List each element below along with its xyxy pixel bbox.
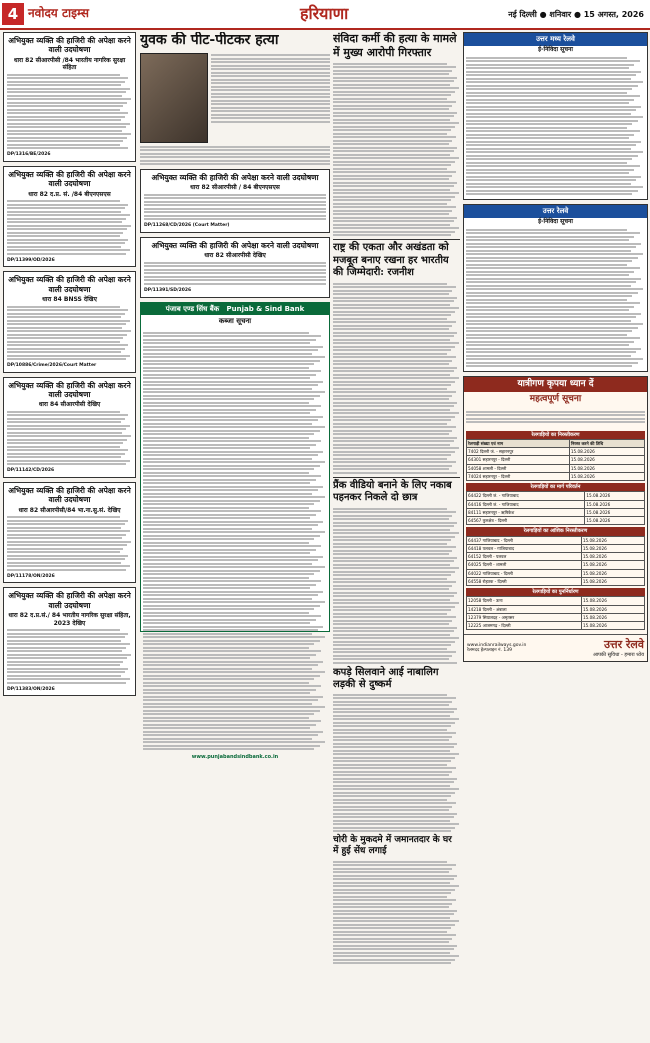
headline-arrest: संविदा कर्मी की हत्या के मामले में मुख्य आरोपी गिरफ्तार <box>333 32 457 59</box>
rail-table-cell: 15.08.2026 <box>581 577 644 585</box>
right-column <box>463 32 648 1040</box>
important-notice: महत्वपूर्ण सूचना <box>529 393 582 404</box>
table-row <box>467 517 645 525</box>
rail-table-cell: 15.08.2026 <box>569 464 644 472</box>
table-row <box>467 448 645 456</box>
rail-table-cell: 15.08.2026 <box>585 517 645 525</box>
rail-table <box>466 491 645 525</box>
rail-table-cell: 64152 दिल्ली - पलवल <box>467 553 582 561</box>
section-title: हरियाणा <box>300 4 349 23</box>
notice-sub: धारा 82 सीआरपीसी/84 भा.ना.सु.सं. देखिए <box>18 506 121 514</box>
bank-name-en: Punjab & Sind Bank <box>226 304 305 313</box>
rail-table-heading: रेलगाड़ियों का मार्ग परिवर्तन <box>466 483 645 491</box>
table-row <box>467 544 645 552</box>
rail-table-cell: 15.08.2026 <box>585 492 645 500</box>
notice-title: अभियुक्त व्यक्ति की हाजिरी की अपेक्षा करने वाली उदघोषणा <box>8 169 131 189</box>
notice-sub: धारा 82 द.प्र. सं. /84 बीएनएसएस <box>28 190 111 198</box>
railway-org: उत्तर रेलवे <box>464 205 647 218</box>
rail-table-cell: 15.08.2026 <box>581 553 644 561</box>
rail-table <box>466 536 645 587</box>
rail-table-heading: रेलगाड़ियों का निरस्तीकरण <box>466 431 645 439</box>
rail-table-cell: 15.08.2026 <box>581 605 644 613</box>
rail-table-cell: 15.08.2026 <box>581 622 644 630</box>
notice-sub: धारा 82 सीआरपीसी / 84 बीएनएसएस <box>190 184 280 192</box>
notice-sub: धारा 82 सीआरपीसी देखिए <box>204 252 266 260</box>
notice-title: अभियुक्त व्यक्ति की हाजिरी की अपेक्षा करने वाली उदघोषणा <box>151 173 319 182</box>
rail-table-cell: 64418 पलवल - गाजियाबाद <box>467 544 582 552</box>
rail-table-cell: 64558 रोहतक - दिल्ली <box>467 577 582 585</box>
notice-title: अभियुक्त व्यक्ति की हाजिरी की अपेक्षा करने वाली उदघोषणा <box>8 486 131 505</box>
court-notice-mid2 <box>140 237 330 298</box>
rail-table-cell: 64025 दिल्ली - शामली <box>467 561 582 569</box>
rail-table-cell: 15.08.2026 <box>581 569 644 577</box>
table-row <box>467 536 645 544</box>
notice-docno: DP/11268/CD/2026 (Court Matter) <box>144 223 230 229</box>
rail-table-cell: 54058 शामली - दिल्ली <box>467 464 570 472</box>
headline-prank: प्रैंक वीडियो बनाने के लिए नकाब पहनकर निकले दो छात्र <box>333 477 460 505</box>
headline-theft: चोरी के मुकदमे में जमानतदार के घर में हुई सेंध लगाई <box>333 835 452 857</box>
notice-docno: DP/11383/ON/2026 <box>7 686 55 692</box>
tender-title: ई-निविदा सूचना <box>538 45 573 53</box>
tender-title: ई-निविदा सूचना <box>538 217 573 225</box>
notice-docno: DP/11142/CD/2026 <box>7 468 55 474</box>
court-notice <box>3 482 136 583</box>
notice-sub: धारा 82 सीआरपीसी /84 भारतीय नागरिक सुरक्षा संहिता <box>13 56 126 72</box>
notice-title: अभियुक्त व्यक्ति की हाजिरी की अपेक्षा करने वाली उदघोषणा <box>8 275 131 294</box>
rail-table-cell: 12058 दिल्ली - ऊना <box>467 597 582 605</box>
table-row <box>467 605 645 613</box>
headline-unity: राष्ट्र की एकता और अखंडता को मजबूत बनाए रखना हर भारतीय की जिम्मेदारी: रजनीश <box>333 239 460 280</box>
rail-table-cell: 64301 सहारनपुर - दिल्ली <box>467 456 570 464</box>
railway-tender-1 <box>463 32 648 200</box>
rail-table-cell: 74024 सहारनपुर - दिल्ली <box>467 472 570 480</box>
page-number: 4 <box>2 3 24 25</box>
rail-table-cell: 7402 दिल्ली जं. - सहारनपुर <box>467 448 570 456</box>
notice-sub: धारा 84 सीआरपीसी देखिए <box>38 401 101 409</box>
court-notice <box>3 271 136 372</box>
court-notice <box>3 32 136 162</box>
rail-table-cell: 12379 सियालदह - अमृतसर <box>467 613 582 621</box>
notice-title: अभियुक्त व्यक्ति की हाजिरी की अपेक्षा करने वाली उदघोषणा <box>8 591 131 610</box>
rail-table-cell: 15.08.2026 <box>581 544 644 552</box>
railway-tender-2 <box>463 204 648 372</box>
table-row <box>467 577 645 585</box>
rail-table-cell: 64567 कुरुक्षेत्र - दिल्ली <box>467 517 585 525</box>
rail-table-cell: 15.08.2026 <box>581 597 644 605</box>
notice-docno: DP/11391/SD/2026 <box>144 287 192 293</box>
rail-table-cell: 15.08.2026 <box>569 472 644 480</box>
bank-notice-title: कब्जा सूचना <box>218 317 252 326</box>
rail-logo-text: उत्तर रेलवे <box>603 638 644 652</box>
rail-table-col: रेलगाड़ी संख्या एवं नाम <box>467 439 570 447</box>
table-row <box>467 508 645 516</box>
court-notice-mid <box>140 169 330 233</box>
table-row <box>467 492 645 500</box>
bank-url: www.punjabandsindbank.co.in <box>191 753 279 760</box>
notice-title: अभियुक्त व्यक्ति की हाजिरी की अपेक्षा करने वाली उदघोषणा <box>8 36 131 55</box>
table-row <box>467 561 645 569</box>
left-column <box>3 32 136 1040</box>
rail-table-heading: रेलगाड़ियों का पुनर्निर्धारण <box>466 588 645 596</box>
rail-table-heading: रेलगाड़ियों का आंशिक निरस्तीकरण <box>466 527 645 535</box>
headline-girl: कपड़े सिलवाने आई नाबालिग लड़की से दुष्कर्म <box>333 666 439 690</box>
notice-title: अभियुक्त व्यक्ति की हाजिरी की अपेक्षा करने वाली उदघोषणा <box>8 380 131 399</box>
bank-notice <box>140 302 330 760</box>
rail-table-cell: 15.08.2026 <box>581 561 644 569</box>
rail-table-col: निरस्त करने की तिथि <box>569 439 644 447</box>
railway-banner: यात्रीगण कृपया ध्यान दें <box>464 377 647 392</box>
rail-table-cell: 84111 सहारनपुर - ऋषिकेश <box>467 508 585 516</box>
railway-notice <box>463 376 648 663</box>
news-photo <box>140 53 208 143</box>
rail-table-cell: 64416 दिल्ली जं. - गाजियाबाद <box>467 500 585 508</box>
notice-docno: DP/11399/OD/2026 <box>7 257 55 263</box>
rail-table-cell: 64422 दिल्ली जं. - गाजियाबाद <box>467 492 585 500</box>
center-right-column <box>333 32 460 1040</box>
rail-table-cell: 15.08.2026 <box>585 500 645 508</box>
table-row <box>467 464 645 472</box>
notice-docno: DP/10886/Crime/2026/Court Matter <box>7 363 97 368</box>
notice-sub: धारा 82 द.प्र.सं./ 84 भारतीय नागरिक सुरक्षा संहिता, 2023 देखिए <box>8 612 131 627</box>
bank-name: पंजाब एण्ड सिंध बैंक <box>165 304 220 313</box>
rail-table-cell: 64022 गाजियाबाद - दिल्ली <box>467 569 582 577</box>
rail-table-cell: 15.08.2026 <box>569 448 644 456</box>
paper-name: नवोदय टाइम्स <box>28 6 90 20</box>
rail-table-cell: 15.08.2026 <box>585 508 645 516</box>
rail-table <box>466 439 645 481</box>
table-row <box>467 613 645 621</box>
notice-title: अभियुक्त व्यक्ति की हाजिरी की अपेक्षा करने वाली उदघोषणा <box>151 241 319 250</box>
rail-table-cell: 12225 आजमगढ़ - दिल्ली <box>467 622 582 630</box>
masthead <box>0 0 650 30</box>
rail-table <box>466 596 645 630</box>
rail-table-cell: 15.08.2026 <box>569 456 644 464</box>
notice-docno: DP/1316/BE/2026 <box>7 152 51 158</box>
headline-murder: युवक की पीट-पीटकर हत्या <box>140 32 279 48</box>
table-row <box>467 553 645 561</box>
court-notice <box>3 587 136 696</box>
rail-tagline: आपकी सुविधा - हमारा ध्येय <box>592 652 644 658</box>
center-left-column <box>140 32 330 1040</box>
court-notice <box>3 377 136 478</box>
rail-table-cell: 15.08.2026 <box>581 536 644 544</box>
table-row <box>467 622 645 630</box>
table-row <box>467 456 645 464</box>
rail-helpline: रेलमदद हेल्पलाइन नं. 139 <box>467 648 512 654</box>
table-row <box>467 500 645 508</box>
rail-table-cell: 64437 गाजियाबाद - दिल्ली <box>467 536 582 544</box>
notice-sub: धारा 84 BNSS देखिए <box>42 296 97 303</box>
rail-table-cell: 14218 दिल्ली - अंबाला <box>467 605 582 613</box>
table-row <box>467 472 645 480</box>
rail-web: www.indianrailways.gov.in <box>467 642 527 648</box>
dateline: नई दिल्ली ● शनिवार ● 15 अगस्त, 2026 <box>508 10 644 19</box>
table-row <box>467 597 645 605</box>
rail-table-cell: 15.08.2026 <box>581 613 644 621</box>
notice-docno: DP/11178/ON/2026 <box>7 573 55 579</box>
table-row <box>467 569 645 577</box>
court-notice <box>3 166 136 267</box>
railway-org: उत्तर मध्य रेलवे <box>464 33 647 46</box>
